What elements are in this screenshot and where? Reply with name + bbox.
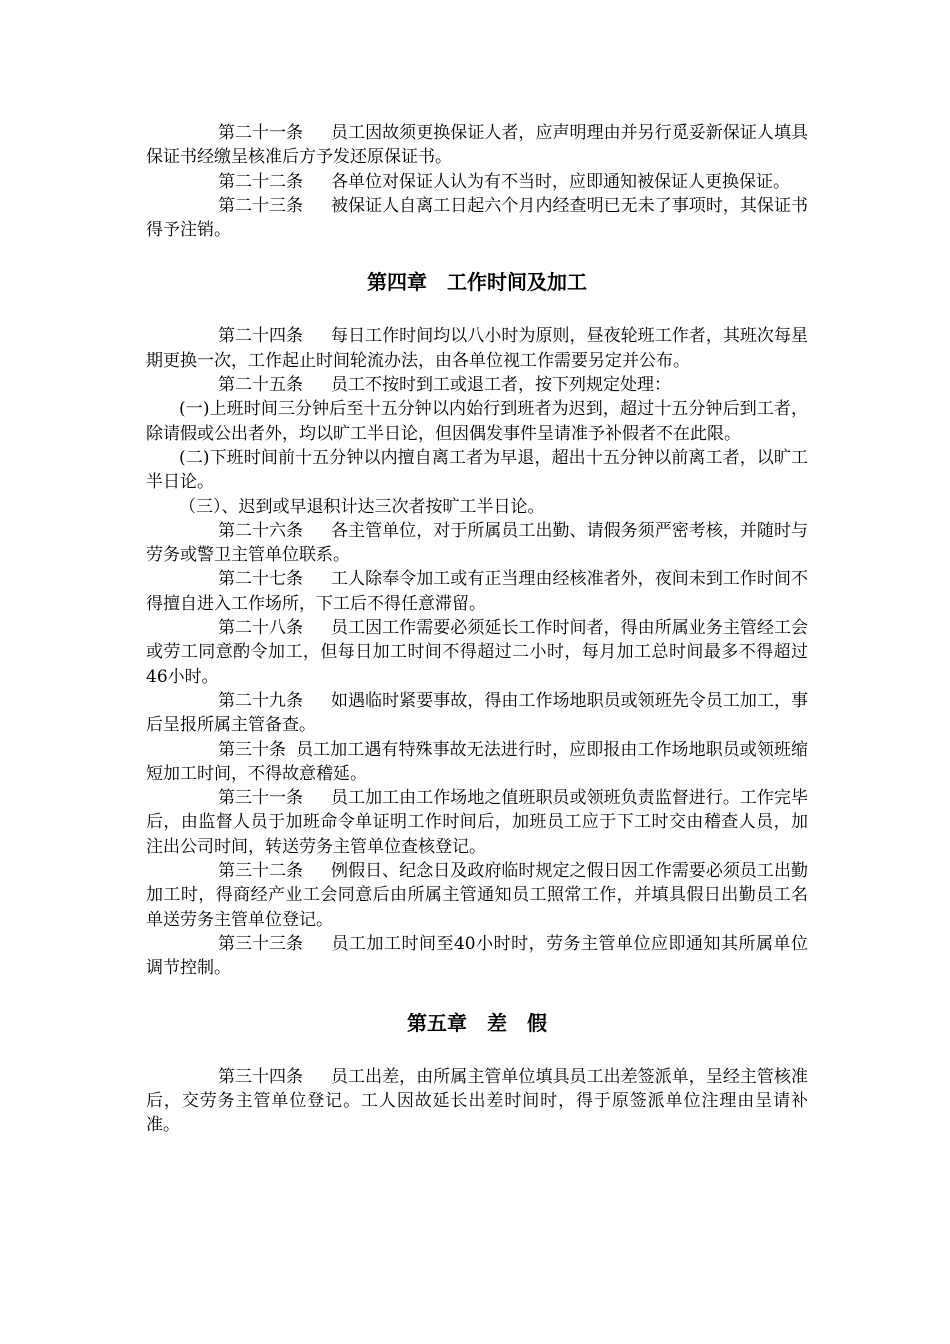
paragraph-article-31 <box>146 786 808 859</box>
article-number: 第二十九条 <box>218 690 303 711</box>
article-number: 第二十一条 <box>218 123 303 143</box>
paragraph-article-21 <box>146 121 808 170</box>
article-text: 员工出差，由所属主管单位填具员工出差签派单，呈经主管核准后，交劳务主管单位登记。工人因故延长出差时间时，得于原签派单位注理由呈请补准。 <box>146 1066 808 1136</box>
article-text: 员工因工作需要必须延长工作时间者，得由所属业务主管经工会或劳工同意酌令加工，但每日加工时间不得超过二小时，每月加工总时间最多不得超过46小时。 <box>146 618 808 687</box>
article-number: 第三十一条 <box>218 788 303 809</box>
paragraph-article-28 <box>146 616 808 689</box>
article-number: 第二十五条 <box>218 375 303 396</box>
list-item-1: (一)上班时间三分钟后至十五分钟以内始行到班者为迟到，超过十五分钟后到工者，除请假或公出者外，均以旷工半日论，但因偶发事件呈请准予补假者不在此限。 <box>146 399 808 444</box>
paragraph-article-29 <box>146 689 808 738</box>
article-number: 第二十七条 <box>218 569 303 590</box>
article-text: 每日工作时间均以八小时为原则，昼夜轮班工作者，其班次每星期更换一次，工作起止时间轮流办法，由各单位视工作需要另定并公布。 <box>146 326 808 371</box>
article-text: 被保证人自离工日起六个月内经查明已无未了事项时，其保证书得予注销。 <box>146 195 808 241</box>
article-number: 第三十三条 <box>218 933 303 954</box>
paragraph-article-26 <box>146 519 808 568</box>
paragraph-article-27 <box>146 567 808 616</box>
article-text: 员工加工由工作场地之值班职员或领班负责监督进行。工作完毕后，由监督人员于加班命令单证明工作时间后，加班员工应于下工时交由稽查人员，加注出公司时间，转送劳务主管单位查核登记。 <box>146 788 808 857</box>
article-number: 第二十八条 <box>218 618 303 639</box>
article-text: 如遇临时紧要事故，得由工作场地职员或领班先令员工加工，事后呈报所属主管备查。 <box>146 690 808 736</box>
article-number: 第三十四条 <box>218 1066 303 1087</box>
article-text: 员工因故须更换保证人者，应声明理由并另行觅妥新保证人填具保证书经缴呈核准后方予发还原保证书。 <box>146 123 808 168</box>
chapter-heading-4: 第四章 工作时间及加工 <box>367 270 587 295</box>
article-text: 工人除奉令加工或有正当理由经核准者外，夜间未到工作时间不得擅自进入工作场所，下工后不得任意滞留。 <box>146 569 808 614</box>
article-number: 第二十三条 <box>218 195 303 216</box>
article-text: 例假日、纪念日及政府临时规定之假日因工作需要必须员工出勤加工时，得商经产业工会同意后由所属主管通知员工照常工作，并填具假日出勤员工名单送劳务主管单位登记。 <box>146 861 808 930</box>
paragraph-article-34 <box>146 1065 808 1138</box>
paragraph-article-22 <box>146 170 808 194</box>
chapter-heading-5: 第五章 差 假 <box>407 1010 547 1035</box>
article-number: 第三十二条 <box>218 861 303 882</box>
document-body <box>146 121 808 1137</box>
list-item-3: （三）、迟到或早退积计达三次者按旷工半日论。 <box>179 496 545 517</box>
paragraph-article-25 <box>146 373 808 397</box>
article-text: 员工加工遇有特殊事故无法进行时，应即报由工作场地职员或领班缩短加工时间，不得故意稽延。 <box>146 739 808 784</box>
article-text: 员工不按时到工或退工者，按下列规定处理： <box>331 375 671 396</box>
article-number: 第二十二条 <box>218 171 303 192</box>
article-text: 各主管单位，对于所属员工出勤、请假务须严密考核，并随时与劳务或警卫主管单位联系。 <box>146 520 808 566</box>
article-number: 第二十六条 <box>218 520 303 541</box>
paragraph-article-24 <box>146 324 808 373</box>
paragraph-article-33 <box>146 932 808 981</box>
paragraph-article-30 <box>146 738 808 787</box>
article-number: 第三十条 <box>218 739 286 760</box>
paragraph-article-32 <box>146 859 808 932</box>
paragraph-article-23 <box>146 194 808 243</box>
article-number: 第二十四条 <box>218 326 303 347</box>
list-item-2: (二)下班时间前十五分钟以内擅自离工者为早退，超出十五分钟以前离工者，以旷工半日论。 <box>146 447 808 493</box>
article-text: 各单位对保证人认为有不当时，应即通知被保证人更换保证。 <box>331 171 790 192</box>
article-text: 员工加工时间至40小时时，劳务主管单位应即通知其所属单位调节控制。 <box>146 933 808 979</box>
